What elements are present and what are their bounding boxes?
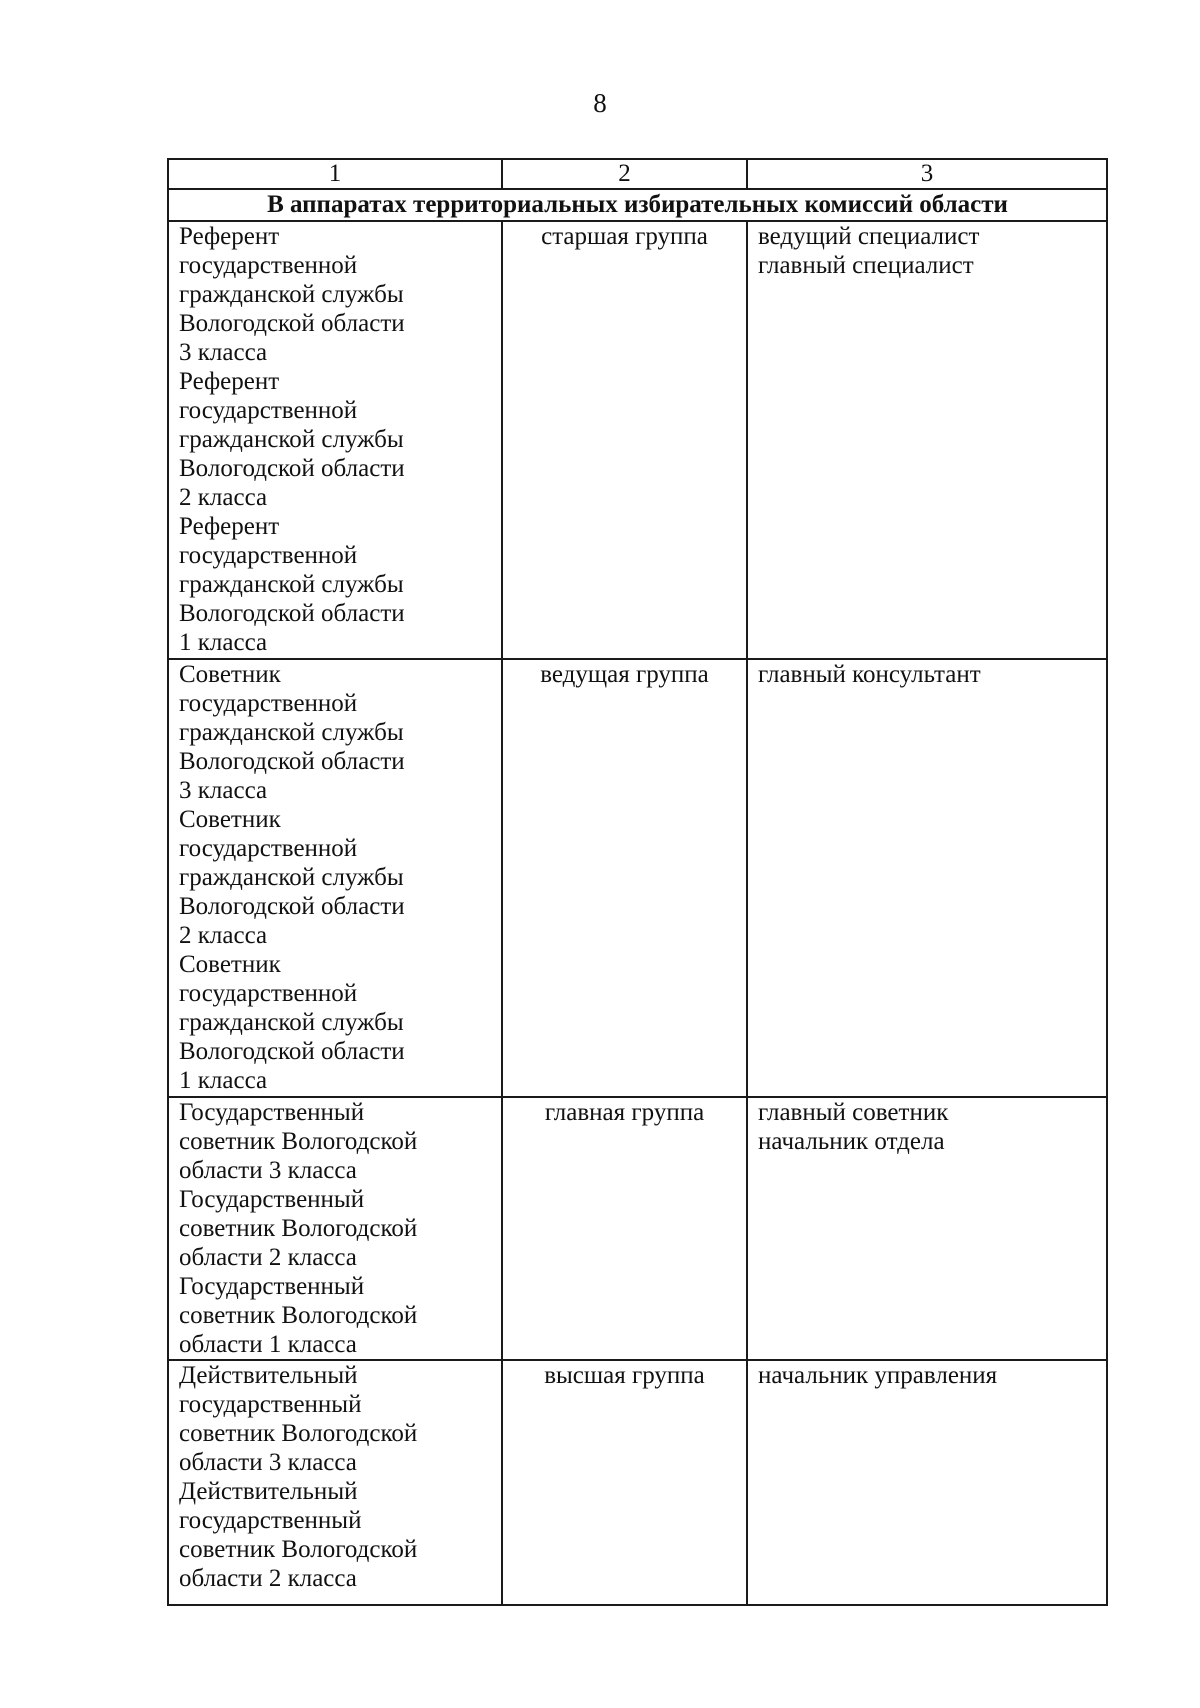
class-rank-cell bbox=[168, 221, 502, 659]
rank-line: 3 класса bbox=[179, 339, 268, 366]
rank-line: Советник bbox=[179, 951, 281, 978]
rank-line: гражданской службы bbox=[179, 426, 404, 453]
rank-line: Референт bbox=[179, 513, 280, 540]
class-rank-cell bbox=[168, 1360, 502, 1605]
section-title: В аппаратах территориальных избирательных комиссий области bbox=[168, 189, 1107, 221]
column-number-row bbox=[168, 159, 1107, 189]
rank-line: государственной bbox=[179, 690, 358, 717]
rank-line: 2 класса bbox=[179, 922, 268, 949]
rank-line: Государственный bbox=[179, 1186, 365, 1213]
rank-line: Референт bbox=[179, 223, 280, 250]
rank-line: Действительный bbox=[179, 1478, 358, 1505]
column-number-2: 2 bbox=[502, 159, 747, 189]
table-row bbox=[168, 1097, 1107, 1360]
column-number-1: 1 bbox=[168, 159, 502, 189]
position-group-cell: старшая группа bbox=[502, 221, 747, 659]
rank-line: области 2 класса bbox=[179, 1565, 357, 1592]
position-cell bbox=[747, 1097, 1107, 1360]
rank-line: Вологодской области bbox=[179, 310, 405, 337]
position-group-cell: ведущая группа bbox=[502, 659, 747, 1097]
rank-line: Вологодской области bbox=[179, 748, 405, 775]
rank-line: Советник bbox=[179, 806, 281, 833]
rank-line: государственной bbox=[179, 542, 358, 569]
rank-line: государственной bbox=[179, 252, 358, 279]
rank-line: советник Вологодской bbox=[179, 1536, 418, 1563]
rank-line: области 1 класса bbox=[179, 1331, 357, 1358]
page-number: 8 bbox=[593, 88, 607, 118]
rank-line: советник Вологодской bbox=[179, 1128, 418, 1155]
rank-line: гражданской службы bbox=[179, 719, 404, 746]
position-group-cell: высшая группа bbox=[502, 1360, 747, 1605]
rank-line: государственный bbox=[179, 1391, 362, 1418]
rank-line: Действительный bbox=[179, 1362, 358, 1389]
position-cell bbox=[747, 1360, 1107, 1605]
rank-line: области 3 класса bbox=[179, 1449, 357, 1476]
table-row bbox=[168, 221, 1107, 659]
rank-line: гражданской службы bbox=[179, 864, 404, 891]
class-rank-cell bbox=[168, 659, 502, 1097]
position-line: главный советник bbox=[758, 1099, 949, 1126]
rank-line: 3 класса bbox=[179, 777, 268, 804]
rank-line: Государственный bbox=[179, 1099, 365, 1126]
rank-line: государственной bbox=[179, 980, 358, 1007]
rank-line: Референт bbox=[179, 368, 280, 395]
rank-line: области 3 класса bbox=[179, 1157, 357, 1184]
position-group-cell: главная группа bbox=[502, 1097, 747, 1360]
column-number-3: 3 bbox=[747, 159, 1107, 189]
table-row bbox=[168, 659, 1107, 1097]
rank-line: 1 класса bbox=[179, 629, 268, 656]
rank-line: государственной bbox=[179, 397, 358, 424]
rank-line: Вологодской области bbox=[179, 600, 405, 627]
rank-line: Вологодской области bbox=[179, 1038, 405, 1065]
rank-line: гражданской службы bbox=[179, 1009, 404, 1036]
rank-line: Государственный bbox=[179, 1273, 365, 1300]
position-line: главный консультант bbox=[758, 661, 981, 688]
position-line: начальник управления bbox=[758, 1362, 998, 1389]
rank-line: 2 класса bbox=[179, 484, 268, 511]
position-line: начальник отдела bbox=[758, 1128, 945, 1155]
rank-line: государственной bbox=[179, 835, 358, 862]
rank-line: советник Вологодской bbox=[179, 1302, 418, 1329]
section-header-row bbox=[168, 189, 1107, 221]
rank-line: гражданской службы bbox=[179, 571, 404, 598]
grade-correspondence-table bbox=[167, 158, 1108, 1606]
position-cell bbox=[747, 659, 1107, 1097]
position-line: ведущий специалист bbox=[758, 223, 980, 250]
rank-line: гражданской службы bbox=[179, 281, 404, 308]
rank-line: Вологодской области bbox=[179, 455, 405, 482]
rank-line: советник Вологодской bbox=[179, 1420, 418, 1447]
position-cell bbox=[747, 221, 1107, 659]
rank-line: Вологодской области bbox=[179, 893, 405, 920]
rank-line: государственный bbox=[179, 1507, 362, 1534]
class-rank-cell bbox=[168, 1097, 502, 1360]
rank-line: 1 класса bbox=[179, 1067, 268, 1094]
position-line: главный специалист bbox=[758, 252, 974, 279]
rank-line: Советник bbox=[179, 661, 281, 688]
rank-line: области 2 класса bbox=[179, 1244, 357, 1271]
table-row bbox=[168, 1360, 1107, 1605]
rank-line: советник Вологодской bbox=[179, 1215, 418, 1242]
